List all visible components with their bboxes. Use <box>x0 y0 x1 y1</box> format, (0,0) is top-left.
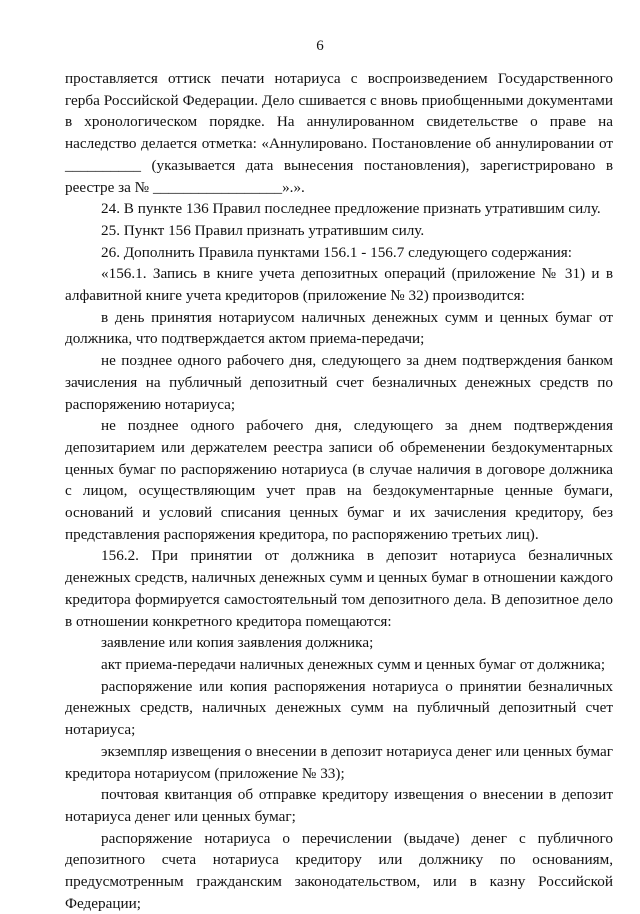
page-number: 6 <box>316 38 324 54</box>
paragraph-156-2-item-1: заявление или копия заявления должника; <box>101 634 374 652</box>
paragraph-156-2-item-4: экземпляр извещения о внесении в депозит нотариуса денег или ценных бумаг кредитора нотариусом (приложение № 33); <box>65 742 613 782</box>
paragraph-156-2-item-2: акт приема-передачи наличных денежных сумм и ценных бумаг от должника; <box>101 655 606 673</box>
paragraph-156-1-case-2: не позднее одного рабочего дня, следующего за днем подтверждения банком зачисления на публичный депозитный счет безналичных денежных средств по распоряжению нотариуса; <box>65 352 613 413</box>
paragraph-item-26: 26. Дополнить Правила пунктами 156.1 - 156.7 следующего содержания: <box>101 243 572 261</box>
paragraph-156-1-case-1: в день принятия нотариусом наличных денежных сумм и ценных бумаг от должника, что подтверждается актом приема-передачи; <box>65 308 613 348</box>
paragraph-item-24: 24. В пункте 136 Правил последнее предложение признать утратившим силу. <box>101 200 601 218</box>
paragraph-156-2-item-6: распоряжение нотариуса о перечислении (выдаче) денег с публичного депозитного счета нотариуса кредитору или должнику по основаниям, предусмотренным гражданским законодательством, или в казну Российской Федерации; <box>65 829 613 912</box>
paragraph-156-2-item-3: распоряжение или копия распоряжения нотариуса о принятии безналичных денежных средств, наличных денежных сумм на публичный депозитный счет нотариуса; <box>65 677 613 739</box>
paragraph-156-1-case-3: не позднее одного рабочего дня, следующего за днем подтверждения депозитарием или держателем реестра записи об обременении бездокументарных ценных бумаг по распоряжению нотариуса (в случае наличия в договоре должника с лицом, осуществляющим учет прав на бездокументарные ценные бумаги, оснований и условий списания ценных бумаг и их зачисления кредитору, без представления распоряжения кредитора, по распоряжению третьих лиц). <box>65 417 613 543</box>
paragraph-continuation: проставляется оттиск печати нотариуса с воспроизведением Государственного герба Российской Федерации. Дело сшивается с вновь приобщенными документами в хронологическом порядке. На аннулированном свидетельстве о праве на наследство делается отметка: «Аннулировано. Постановление об аннулировании от __________ (указывается дата вынесения постановления), зарегистрировано в реестре за № _________________».». <box>65 70 613 196</box>
paragraph-156-1: «156.1. Запись в книге учета депозитных операций (приложение № 31) и в алфавитной книге учета кредиторов (приложение № 32) производится: <box>65 265 613 305</box>
paragraph-156-2-item-5: почтовая квитанция об отправке кредитору извещения о внесении в депозит нотариуса денег или ценных бумаг; <box>65 786 613 825</box>
document-body <box>65 68 613 914</box>
paragraph-156-2: 156.2. При принятии от должника в депозит нотариуса безналичных денежных средств, наличных денежных сумм и ценных бумаг в отношении каждого кредитора формируется самостоятельный том депозитного дела. В депозитное дело в отношении конкретного кредитора помещаются: <box>65 547 613 630</box>
paragraph-item-25: 25. Пункт 156 Правил признать утратившим силу. <box>101 221 425 239</box>
